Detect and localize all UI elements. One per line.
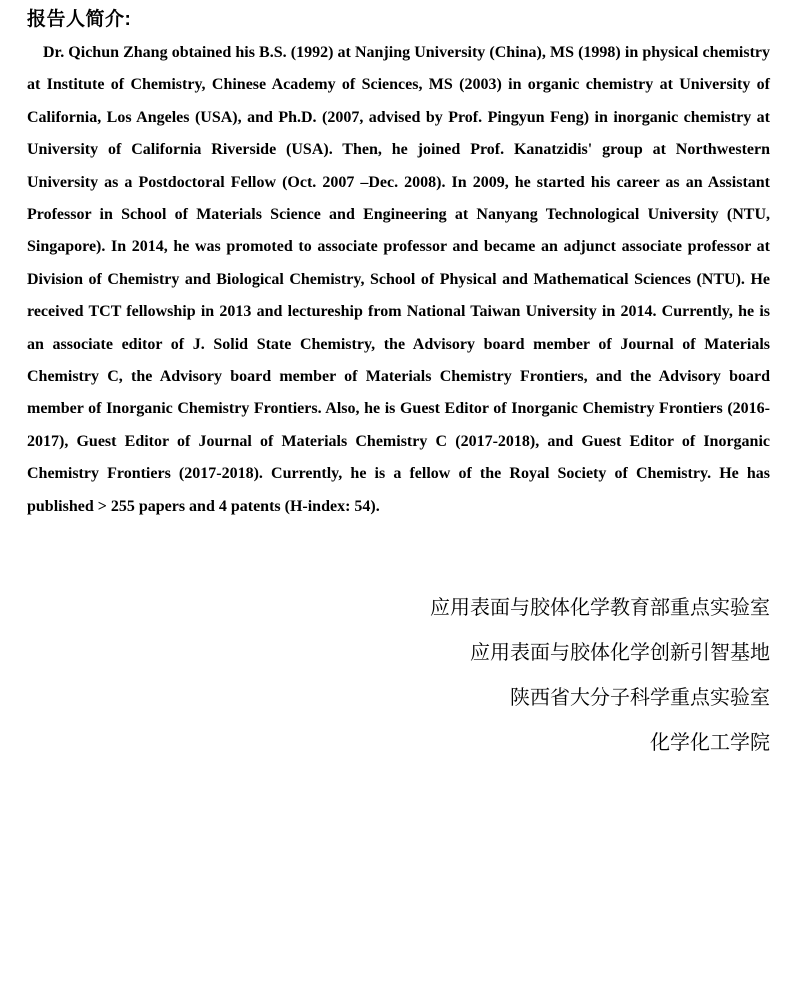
affiliation-line-innovation-base: 应用表面与胶体化学创新引智基地 [470, 642, 770, 665]
speaker-intro-heading: 报告人简介: [27, 9, 132, 30]
affiliation-line-key-lab-moe: 应用表面与胶体化学教育部重点实验室 [430, 597, 770, 620]
affiliation-block [27, 586, 770, 766]
speaker-bio-paragraph: Dr. Qichun Zhang obtained his B.S. (1992) at Nanjing University (China), MS (1998) in physical chemistry at Institute of Chemistry, Chinese Academy of Sciences, MS (2003) in organic chemistry at University of California, Los Angeles (USA), and Ph.D. (2007, advised by Prof. Pingyun Feng) in inorganic chemistry at University of California Riverside (USA). Then, he joined Prof. Kanatzidis' group at Northwestern University as a Postdoctoral Fellow (Oct. 2007 –Dec. 2008). In 2009, he started his career as an Assistant Professor in School of Materials Science and Engineering at Nanyang Technological University (NTU, Singapore). In 2014, he was promoted to associate professor and became an adjunct associate professor at Division of Chemistry and Biological Chemistry, School of Physical and Mathematical Sciences (NTU). He received TCT fellowship in 2013 and lectureship from National Taiwan University in 2014. Currently, he is an associate editor of J. Solid State Chemistry, the Advisory board member of Journal of Materials Chemistry C, the Advisory board member of Materials Chemistry Frontiers, and the Advisory board member of Inorganic Chemistry Frontiers. Also, he is Guest Editor of Inorganic Chemistry Frontiers (2016-2017), Guest Editor of Journal of Materials Chemistry C (2017-2018), and Guest Editor of Inorganic Chemistry Frontiers (2017-2018). Currently, he is a fellow of the Royal Society of Chemistry. He has published > 255 papers and 4 patents (H-index: 54). [27, 44, 770, 515]
affiliation-line-school-of-chemistry: 化学化工学院 [650, 732, 770, 755]
affiliation-line-shaanxi-key-lab: 陕西省大分子科学重点实验室 [510, 687, 770, 710]
